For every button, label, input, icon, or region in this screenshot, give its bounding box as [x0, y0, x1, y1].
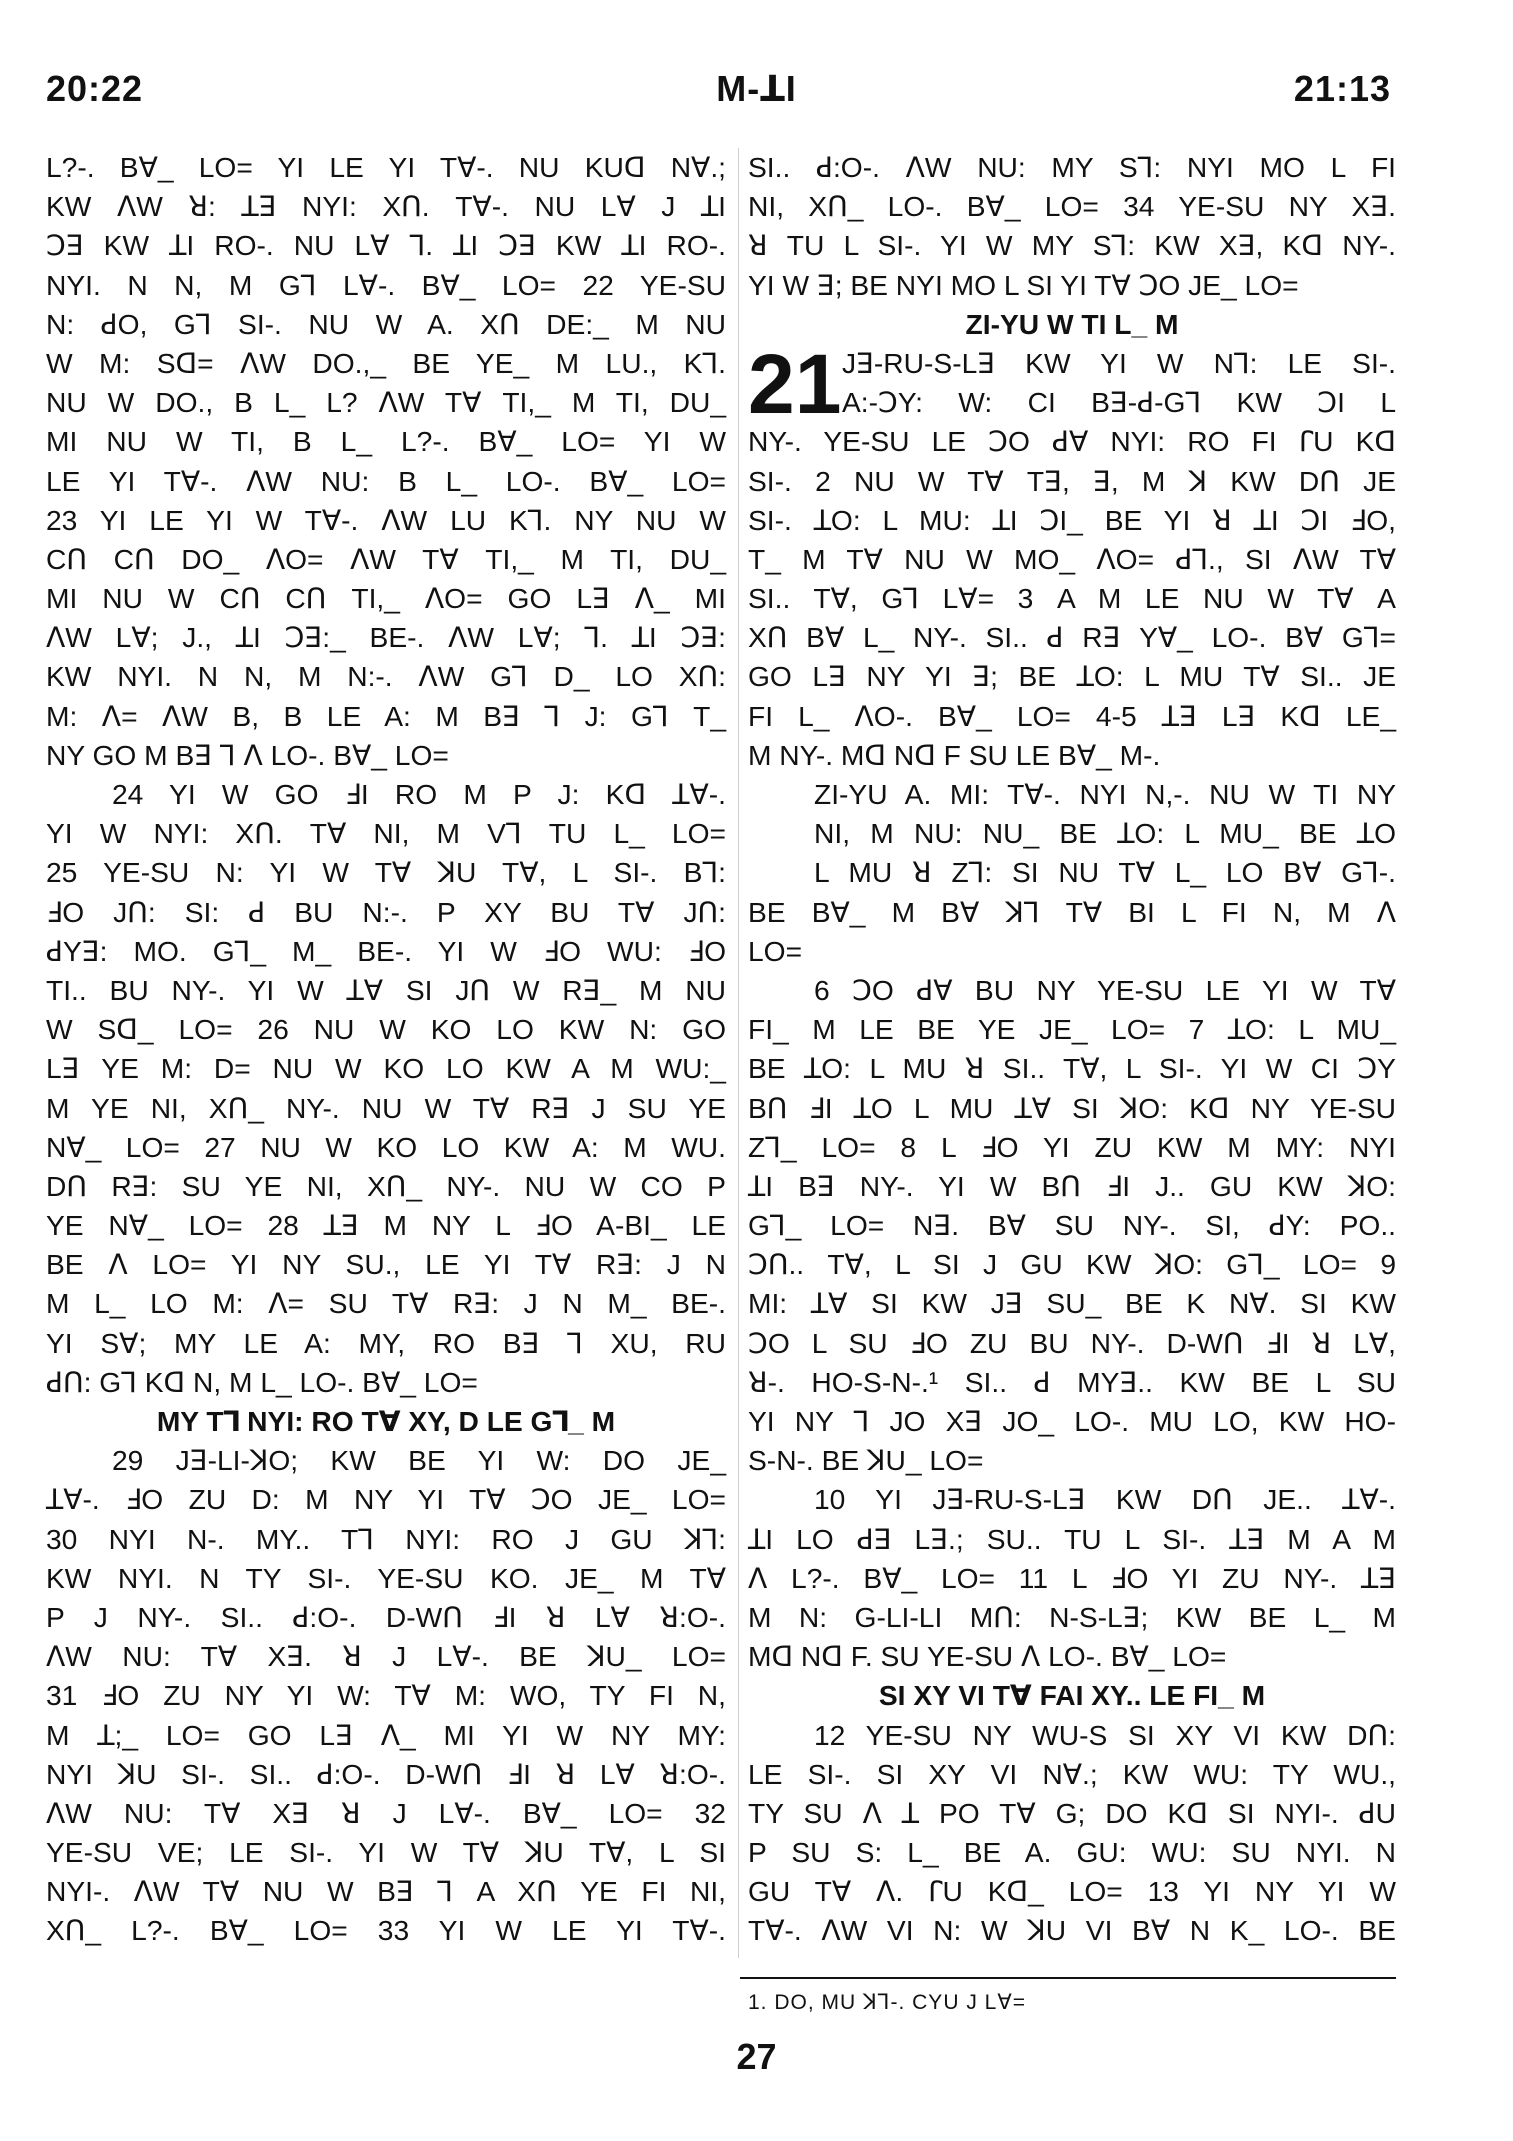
text-line: P SU S: L_ BE A. GU: WU: SU NYI. N [748, 1836, 1396, 1869]
text-line: KW NYI. N TY SI-. YE-SU KO. JE_ M Tꓯ [46, 1561, 726, 1594]
text-line: SI.. ꓒ:O-. ꓥW NU: MY Sꓶ: NYI MO L FI [748, 151, 1396, 183]
text-line: BE Bꓯ_ M Bꓯ ꓘꓶ Tꓯ BI L FI N, M ꓥ [748, 895, 1396, 928]
text-line: YI W ꓱ; BE NYI MO L SI YI Tꓯ ꓛO JE_ LO= [748, 268, 1299, 301]
text-line: Nꓯ_ LO= 27 NU W KO LO KW A: M WU. [46, 1130, 726, 1163]
text-line: S-N-. BE ꓘU_ LO= [748, 1444, 984, 1477]
text-line: LE YI Tꓯ-. ꓥW NU: B L_ LO-. Bꓯ_ LO= [46, 464, 726, 497]
text-line: SI-. 2 NU W Tꓯ Tꓱ, ꓱ, M ꓘ KW Dꓵ JE [748, 464, 1396, 497]
text-line: NYI. N N, M Gꓶ Lꓯ-. Bꓯ_ LO= 22 YE-SU [46, 268, 726, 301]
text-line: YE Nꓯ_ LO= 28 ꓕꓱ M NY L ꓞO A-BI_ LE [46, 1209, 726, 1242]
section-heading: MY Tꓶ NYI: RO Tꓯ XY, D LE Gꓶ_ M [156, 1405, 616, 1437]
text-line: KW ꓥW ꓤ: ꓕꓱ NYI: Xꓵ. Tꓯ-. NU Lꓯ J ꓕI [46, 190, 726, 223]
text-line: LE SI-. SI XY VI Nꓯ.; KW WU: TY WU., [748, 1757, 1396, 1790]
text-line: M L_ LO M: ꓥ= SU Tꓯ Rꓱ: J N M_ BE-. [46, 1287, 726, 1320]
text-line: W M: Sꓷ= ꓥW DO.,_ BE YE_ M LU., Kꓶ. [46, 346, 726, 379]
text-line: 29 Jꓱ-LI-ꓘO; KW BE YI W: DO JE_ [112, 1444, 726, 1477]
text-line: Xꓵ_ L?-. Bꓯ_ LO= 33 YI W LE YI Tꓯ-. [46, 1914, 726, 1947]
text-line: TY SU ꓥ ꓕ PO Tꓯ G; DO Kꓷ SI NYI-. ꓒU [748, 1796, 1396, 1829]
text-line: ꓞO Jꓵ: SI: ꓒ BU N:-. P XY BU Tꓯ Jꓵ: [46, 895, 726, 928]
text-line: ꓥW NU: Tꓯ Xꓱ. ꓤ J Lꓯ-. BE ꓘU_ LO= [46, 1640, 726, 1673]
text-line: BE ꓥ LO= YI NY SU., LE YI Tꓯ Rꓱ: J N [46, 1248, 726, 1281]
text-line: NI, Xꓵ_ LO-. Bꓯ_ LO= 34 YE-SU NY Xꓱ. [748, 190, 1396, 223]
text-line: Bꓵ ꓞI ꓕO L MU ꓕꓯ SI ꓘO: Kꓷ NY YE-SU [748, 1091, 1396, 1124]
text-line: T_ M Tꓯ NU W MO_ ꓥO= ꓒꓶ., SI ꓥW Tꓯ [748, 542, 1396, 575]
chapter-number: 21 [748, 336, 842, 431]
text-line: ꓕI LO ꓒꓱ Lꓱ.; SU.. TU L SI-. ꓕꓱ M A M [748, 1522, 1396, 1555]
section-heading: SI XY VI Tꓯ FAI XY.. LE FI_ M [878, 1679, 1266, 1712]
text-line: ꓥW NU: Tꓯ Xꓱ ꓤ J Lꓯ-. Bꓯ_ LO= 32 [46, 1796, 726, 1829]
text-line: YI Sꓯ; MY LE A: MY, RO Bꓱ ꓶ XU, RU [46, 1326, 726, 1359]
text-line: FI L_ ꓥO-. Bꓯ_ LO= 4-5 ꓕꓱ Lꓱ Kꓷ LE_ [748, 699, 1396, 732]
text-line: Gꓶ_ LO= Nꓱ. Bꓯ SU NY-. SI, ꓒY: PO.. [748, 1209, 1396, 1242]
text-line: NYI ꓘU SI-. SI.. ꓒ:O-. D-Wꓵ ꓞI ꓤ Lꓯ ꓤ:O-. [46, 1757, 726, 1790]
text-line: 31 ꓞO ZU NY YI W: Tꓯ M: WO, TY FI N, [46, 1679, 726, 1712]
text-line: YI NY ꓶ JO Xꓱ JO_ LO-. MU LO, KW HO- [748, 1405, 1396, 1437]
text-line: YE-SU VE; LE SI-. YI W Tꓯ ꓘU Tꓯ, L SI [46, 1836, 726, 1869]
text-line: Lꓱ YE M: D= NU W KO LO KW A M WU:_ [46, 1052, 726, 1085]
text-line: 23 YI LE YI W Tꓯ-. ꓥW LU Kꓶ. NY NU W [46, 503, 726, 536]
text-line: ꓛO L SU ꓞO ZU BU NY-. D-Wꓵ ꓞI ꓤ Lꓯ, [748, 1326, 1396, 1359]
text-line: ꓒꓵ: Gꓶ Kꓷ N, M L_ LO-. Bꓯ_ LO= [46, 1365, 478, 1398]
text-line: Jꓱ-RU-S-Lꓱ KW YI W Nꓶ: LE SI-. [842, 346, 1396, 379]
text-line: NY-. YE-SU LE ꓛO ꓒꓯ NYI: RO FI ꓩU Kꓷ [748, 425, 1396, 458]
text-line: N: ꓒO, Gꓶ SI-. NU W A. Xꓵ DE:_ M NU [46, 307, 726, 340]
text-line: 12 YE-SU NY WU-S SI XY VI KW Dꓵ: [814, 1718, 1396, 1751]
text-line: M ꓕ;_ LO= GO Lꓱ ꓥ_ MI YI W NY MY: [46, 1718, 726, 1751]
text-line: Zꓶ_ LO= 8 L ꓞO YI ZU KW M MY: NYI [748, 1130, 1396, 1163]
column-divider [738, 148, 739, 1958]
text-line: ꓕꓯ-. ꓞO ZU D: M NY YI Tꓯ ꓛO JE_ LO= [46, 1483, 726, 1516]
text-line: M N: G-LI-LI Mꓵ: N-S-Lꓱ; KW BE L_ M [748, 1600, 1396, 1633]
text-line: NU W DO., B L_ L? ꓥW Tꓯ TI,_ M TI, DU_ [46, 386, 726, 419]
text-line: L MU ꓤ Zꓶ: SI NU Tꓯ L_ LO Bꓯ Gꓶ-. [814, 856, 1396, 889]
header-left-reference: 20:22 [46, 68, 144, 109]
text-line: W Sꓷ_ LO= 26 NU W KO LO KW N: GO [46, 1013, 726, 1046]
text-line: SI.. Tꓯ, Gꓶ Lꓯ= 3 A M LE NU W Tꓯ A [748, 582, 1396, 615]
text-line: MI NU W TI, B L_ L?-. Bꓯ_ LO= YI W [46, 425, 726, 458]
text-line: NI, M NU: NU_ BE ꓕO: L MU_ BE ꓕO [814, 817, 1396, 850]
text-line: BE ꓕO: L MU ꓤ SI.. Tꓯ, L SI-. YI W CI ꓛY [748, 1052, 1396, 1085]
text-line: Xꓵ Bꓯ L_ NY-. SI.. ꓒ Rꓱ Yꓯ_ LO-. Bꓯ Gꓶ= [748, 621, 1396, 654]
text-line: Dꓵ Rꓱ: SU YE NI, Xꓵ_ NY-. NU W CO P [46, 1169, 726, 1202]
text-line: YI W NYI: Xꓵ. Tꓯ NI, M Vꓶ TU L_ LO= [46, 817, 726, 850]
text-line: M NY-. Mꓷ Nꓷ F SU LE Bꓯ_ M-. [748, 738, 1161, 771]
text-line: NY GO M Bꓱ ꓶ ꓥ LO-. Bꓯ_ LO= [46, 738, 449, 771]
text-line: TI.. BU NY-. YI W ꓕꓯ SI Jꓵ W Rꓱ_ M NU [46, 973, 726, 1006]
text-line: ꓛꓵ.. Tꓯ, L SI J GU KW ꓘO: Gꓶ_ LO= 9 [748, 1248, 1396, 1281]
text-line: 6 ꓛO ꓒꓯ BU NY YE-SU LE YI W Tꓯ [814, 973, 1396, 1006]
text-line: ꓥW Lꓯ; J., ꓕI ꓛꓱ:_ BE-. ꓥW Lꓯ; ꓶ. ꓕI ꓛꓱ: [46, 621, 726, 654]
text-line: ꓕI Bꓱ NY-. YI W Bꓵ ꓞI J.. GU KW ꓘO: [748, 1169, 1396, 1202]
text-line: ꓥ L?-. Bꓯ_ LO= 11 L ꓞO YI ZU NY-. ꓕꓱ [748, 1561, 1396, 1594]
right-column [748, 148, 1396, 1951]
text-line: ꓤ TU L SI-. YI W MY Sꓶ: KW Xꓱ, Kꓷ NY-. [748, 229, 1396, 262]
text-line: ꓒYꓱ: MO. Gꓶ_ M_ BE-. YI W ꓞO WU: ꓞO [46, 934, 726, 967]
text-line: A:-ꓛY: W: CI Bꓱ-ꓒ-Gꓶ KW ꓛI L [842, 386, 1396, 419]
text-line: 25 YE-SU N: YI W Tꓯ ꓘU Tꓯ, L SI-. Bꓶ: [46, 856, 726, 889]
text-line: M YE NI, Xꓵ_ NY-. NU W Tꓯ Rꓱ J SU YE [46, 1091, 726, 1124]
header-book-title: M-ꓕI [716, 68, 797, 109]
left-column [46, 148, 726, 1951]
text-line: ꓤ-. HO-S-N-.¹ SI.. ꓒ MYꓱ.. KW BE L SU [748, 1365, 1396, 1398]
section-heading: ZI-YU W TI L_ M [965, 307, 1179, 340]
text-line: ꓛꓱ KW ꓕI RO-. NU Lꓯ ꓶ. ꓕI ꓛꓱ KW ꓕI RO-. [46, 229, 726, 262]
text-line: GO Lꓱ NY YI ꓱ; BE ꓕO: L MU Tꓯ SI.. JE [748, 660, 1396, 693]
text-line: Mꓷ Nꓷ F. SU YE-SU ꓥ LO-. Bꓯ_ LO= [748, 1640, 1227, 1673]
text-line: MI NU W Cꓵ Cꓵ TI,_ ꓥO= GO Lꓱ ꓥ_ MI [46, 582, 726, 615]
text-line: MI: ꓕꓯ SI KW Jꓱ SU_ BE K Nꓯ. SI KW [748, 1287, 1396, 1320]
text-line: L?-. Bꓯ_ LO= YI LE YI Tꓯ-. NU KUꓷ Nꓯ.; [46, 151, 726, 183]
text-line: GU Tꓯ ꓥ. ꓩU Kꓷ_ LO= 13 YI NY YI W [748, 1875, 1396, 1908]
text-line: 24 YI W GO ꓞI RO M P J: Kꓷ ꓕꓯ-. [112, 778, 726, 810]
text-line: M: ꓥ= ꓥW B, B LE A: M Bꓱ ꓶ J: Gꓶ T_ [46, 699, 726, 732]
text-line: LO= [748, 934, 803, 967]
header-right-reference: 21:13 [1293, 68, 1391, 109]
chapter-opening [748, 336, 1396, 431]
text-line: FI_ M LE BE YE JE_ LO= 7 ꓕO: L MU_ [748, 1013, 1396, 1046]
footnote: 1. DO, MU ꓘꓶ-. CYU J Lꓯ= [748, 1991, 1026, 2014]
text-line: SI-. ꓕO: L MU: ꓕI ꓛI_ BE YI ꓤ ꓕI ꓛI ꓞO, [748, 503, 1396, 536]
text-line: P J NY-. SI.. ꓒ:O-. D-Wꓵ ꓞI ꓤ Lꓯ ꓤ:O-. [46, 1600, 726, 1633]
text-line: 30 NYI N-. MY.. Tꓶ NYI: RO J GU ꓘꓶ: [46, 1522, 726, 1555]
text-line: NYI-. ꓥW Tꓯ NU W Bꓱ ꓶ A Xꓵ YE FI NI, [46, 1875, 726, 1908]
footnote-rule [740, 1977, 1396, 1979]
text-line: Tꓯ-. ꓥW VI N: W ꓘU VI Bꓯ N K_ LO-. BE [748, 1914, 1396, 1947]
text-line: KW NYI. N N, M N:-. ꓥW Gꓶ D_ LO Xꓵ: [46, 660, 726, 693]
text-line: ZI-YU A. MI: Tꓯ-. NYI N,-. NU W TI NY [814, 778, 1396, 810]
text-line: Cꓵ Cꓵ DO_ ꓥO= ꓥW Tꓯ TI,_ M TI, DU_ [46, 542, 726, 575]
page-number: 27 [736, 2036, 777, 2077]
text-line: 10 YI Jꓱ-RU-S-Lꓱ KW Dꓵ JE.. ꓕꓯ-. [814, 1483, 1396, 1516]
